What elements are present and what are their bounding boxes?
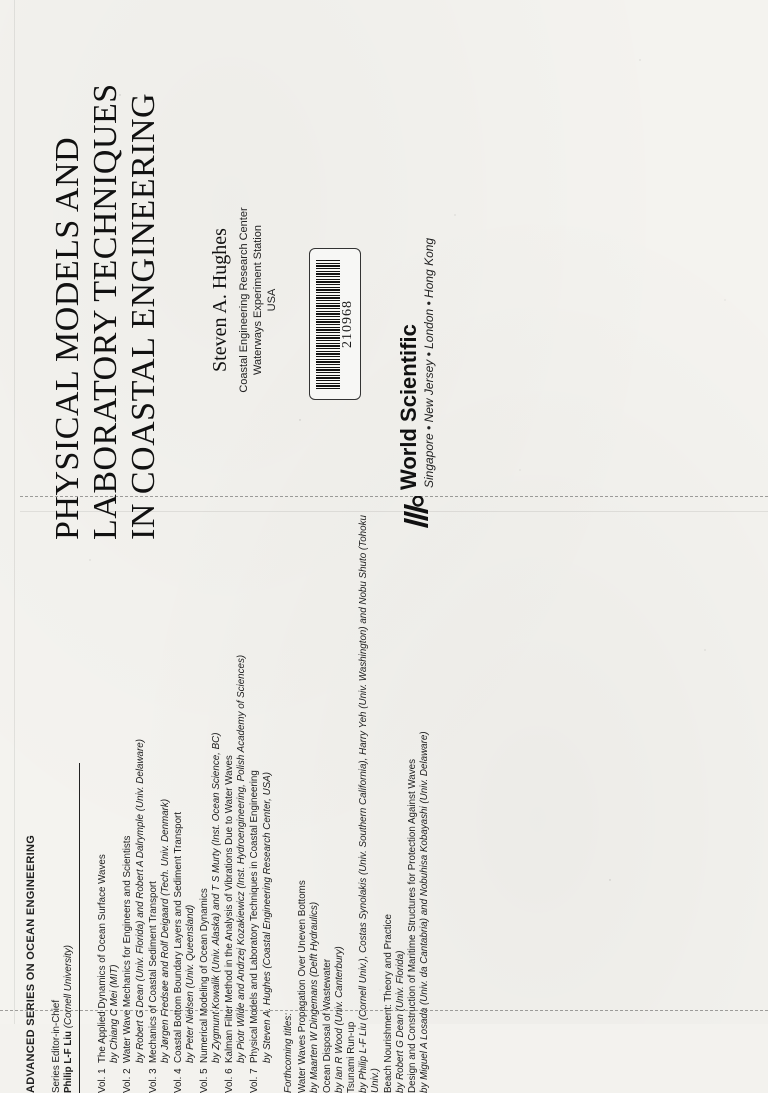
volume-number: Vol. 5 — [198, 1068, 210, 1093]
volume-item — [148, 493, 172, 1093]
forthcoming-item — [407, 493, 431, 1093]
book-title — [49, 80, 163, 540]
editor-label: Series Editor-in-Chief — [51, 999, 62, 1093]
affiliation-line: Coastal Engineering Research Center — [238, 207, 250, 393]
volume-title: Coastal Bottom Boundary Layers and Sediment Transport — [173, 811, 185, 1063]
title-line-1: PHYSICAL MODELS AND — [49, 136, 86, 540]
volume-authors: by Piotr Wilde and Andrzej Kozakiewicz (Inst. Hydroengineering, Polish Academy of Sciences) — [236, 654, 248, 1063]
volume-authors: by Peter Nielsen (Univ. Queensland) — [185, 904, 197, 1063]
volume-authors: by Steven A. Hughes (Coastal Engineering Research Center, USA) — [261, 772, 273, 1063]
forthcoming-title: Design and Construction of Maritime Structures for Protection Against Waves — [407, 759, 419, 1093]
series-title: ADVANCED SERIES ON OCEAN ENGINEERING — [25, 834, 37, 1093]
volume-item — [173, 493, 197, 1093]
author-name: Steven A. Hughes — [209, 228, 231, 372]
editor-affiliation: (Cornell University) — [63, 944, 74, 1029]
volume-title: Mechanics of Coastal Sediment Transport — [147, 881, 159, 1063]
volume-authors: by Jørgen Fredsøe and Rolf Deigaard (Tech. Univ. Denmark) — [160, 798, 172, 1063]
forthcoming-authors: by Ian R Wood (Univ. Canterbury) — [333, 946, 345, 1093]
volume-authors: by Chiang C Mei (MIT) — [109, 964, 121, 1063]
publisher-block — [394, 90, 454, 550]
volume-number: Vol. 6 — [224, 1068, 236, 1093]
volume-number: Vol. 4 — [173, 1068, 185, 1093]
volume-title: The Applied Dynamics of Ocean Surface Waves — [97, 854, 108, 1063]
series-page — [25, 493, 431, 1093]
volume-title: Water Wave Mechanics for Engineers and Scientists — [122, 835, 134, 1063]
volume-title: Numerical Modeling of Ocean Dynamics — [198, 888, 210, 1063]
forthcoming-authors: by Philip L-F Liu (Cornell Univ.), Costas Synolakis (Univ. Southern California), Harry Yeh (Univ. Washington) and Nobu Shuto (Tohoku Univ.) — [358, 515, 382, 1093]
volume-title: Physical Models and Laboratory Techniques in Coastal Engineering — [249, 770, 261, 1063]
forthcoming-title: Tsunami Run-up — [346, 1021, 358, 1093]
library-barcode-label — [309, 248, 361, 400]
volume-title: Kalman Filter Method in the Analysis of Vibrations Due to Water Waves — [224, 755, 236, 1063]
volume-number: Vol. 2 — [122, 1068, 134, 1093]
barcode-number: 210968 — [340, 300, 355, 348]
volume-number: Vol. 1 — [97, 1068, 108, 1093]
volume-item — [199, 493, 223, 1093]
title-line-2: LABORATORY TECHNIQUES — [87, 83, 124, 540]
forthcoming-item — [297, 493, 321, 1093]
title-page — [49, 83, 619, 550]
publisher-cities: Singapore • New Jersey • London • Hong Kong — [422, 237, 436, 488]
forthcoming-titles — [283, 493, 431, 1093]
volume-item — [122, 493, 146, 1093]
forthcoming-title: Beach Nourishment: Theory and Practice — [382, 914, 394, 1093]
volume-authors: by Robert G Dean (Univ. Florida) and Robert A Dalrymple (Univ. Delaware) — [134, 739, 146, 1063]
affiliation-line: Waterways Experiment Station — [252, 225, 264, 375]
publisher-name: World Scientific — [396, 324, 421, 490]
editor-name: Philip L-F Liu — [63, 1030, 74, 1093]
barcode-bars — [316, 259, 340, 389]
forthcoming-heading: Forthcoming titles: — [283, 1012, 294, 1093]
divider-rule — [79, 763, 80, 1093]
affiliation-line: USA — [266, 288, 278, 312]
forthcoming-authors: by Maarten W Dingemans (Delft Hydraulics) — [309, 901, 321, 1093]
volume-list — [97, 493, 275, 1093]
author-affiliation — [237, 140, 279, 460]
title-line-3: IN COASTAL ENGINEERING — [125, 92, 162, 540]
volume-number: Vol. 7 — [249, 1068, 261, 1093]
volume-number: Vol. 3 — [147, 1068, 159, 1093]
forthcoming-title: Water Waves Propagation Over Uneven Bottoms — [297, 880, 309, 1093]
page-edge — [14, 0, 15, 1024]
volume-item — [224, 493, 248, 1093]
forthcoming-authors: by Miguel A Losada (Univ. da Cantabria) and Nobuhisa Kobayashi (Univ. Delaware) — [419, 731, 431, 1093]
forthcoming-item — [383, 493, 407, 1093]
editor-line — [63, 945, 75, 1093]
volume-item — [97, 493, 121, 1093]
forthcoming-item — [322, 493, 346, 1093]
forthcoming-item — [346, 493, 383, 1093]
volume-authors: by Zygmunt Kowalik (Univ. Alaska) and T S Murty (Inst. Ocean Science, BC) — [210, 732, 222, 1063]
volume-item — [249, 493, 273, 1093]
forthcoming-authors: by Robert G Dean (Univ. Florida) — [394, 950, 406, 1093]
forthcoming-title: Ocean Disposal of Wastewater — [321, 958, 333, 1093]
